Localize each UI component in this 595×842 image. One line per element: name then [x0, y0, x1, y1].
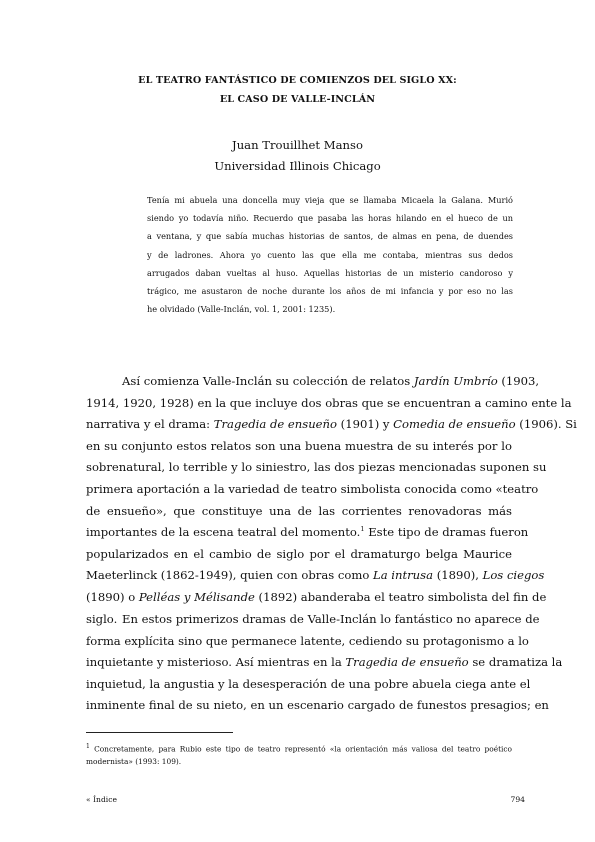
footnote-line: modernista» (1993: 109).	[86, 756, 182, 766]
body-paragraph-1	[86, 371, 577, 630]
body-paragraph-2	[86, 609, 563, 717]
text-line: de ensueño», que constituye una de las corrientes renovadoras más	[86, 503, 512, 518]
work-title: Tragedia de ensueño	[213, 417, 337, 432]
epigraph-line: Tenía mi abuela una doncella muy vieja que se llamaba Micaela la Galana. Murió	[147, 195, 513, 205]
footnote-separator	[86, 732, 233, 733]
text-line: narrativa y el drama: Tragedia de ensueño (1901) y Comedia de ensueño (1906). Si	[86, 417, 577, 432]
text-line: forma explícita sino que permanece latente, cediendo su protagonismo a lo	[86, 633, 529, 648]
footnote-reference[interactable]: 1	[360, 525, 365, 534]
work-title: Comedia de ensueño	[393, 417, 516, 432]
text-line: siglo.	[86, 611, 118, 626]
text-line: Así comienza Valle-Inclán su colección de relatos Jardín Umbrío (1903,	[122, 374, 540, 388]
text-line: En estos primerizos dramas de Valle-Inclán lo fantástico no aparece de	[122, 612, 540, 626]
text-line: sobrenatural, lo terrible y lo siniestro, las dos piezas mencionadas suponen su	[86, 460, 547, 475]
epigraph-line: y de ladrones. Ahora yo cuento las que ella me contaba, mientras sus dedos	[147, 249, 513, 260]
paper-title-line1: EL TEATRO FANTÁSTICO DE COMIENZOS DEL SIGLO XX:	[138, 75, 457, 86]
epigraph-line: siendo yo todavía niño. Recuerdo que pasaba las horas hilando en el hueco de un	[147, 213, 513, 224]
text-line: inquietud, la angustia y la desesperación de una pobre abuela ciega ante el	[86, 676, 531, 691]
text-line: (1890) o Pelléas y Mélisande (1892) abanderaba el teatro simbolista del fin de	[86, 589, 547, 604]
author-name: Juan Trouillhet Manso	[232, 138, 363, 152]
paper-title-line2: EL CASO DE VALLE-INCLÁN	[219, 94, 376, 105]
text-line: en su conjunto estos relatos son una buena muestra de su interés por lo	[86, 438, 512, 453]
work-title: La intrusa	[373, 568, 434, 583]
text-line: popularizados en el cambio de siglo por el dramaturgo belga Maurice	[86, 546, 512, 561]
footnote-number: 1	[86, 743, 90, 750]
text-line: inquietante y misterioso. Así mientras en la Tragedia de ensueño se dramatiza la	[86, 655, 563, 670]
epigraph-line: he olvidado (Valle-Inclán, vol. 1, 2001: 1235).	[147, 304, 336, 315]
footnote-line: $^1$ Concretamente, para Rubio este tipo de teatro representó «la orientación más valiosa del teatro poético	[86, 743, 512, 754]
page-number: 794	[510, 795, 525, 804]
index-link[interactable]: « Índice	[86, 795, 117, 804]
epigraph-quote	[147, 191, 513, 318]
work-title: Los ciegos	[482, 568, 545, 583]
work-title: Pelléas y Mélisande	[138, 589, 255, 604]
footnote	[86, 741, 512, 768]
author-affiliation: Universidad Illinois Chicago	[214, 159, 381, 173]
text-line: primera aportación a la variedad de teatro simbolista conocida como «teatro	[86, 481, 539, 496]
epigraph-line: a ventana, y que sabía muchas historias de santos, de almas en pena, de duendes	[147, 231, 513, 242]
epigraph-line: trágico, me asustaron de noche durante los años de mi infancia y por eso no las	[147, 286, 513, 297]
text-line: Maeterlinck (1862-1949), quien con obras como La intrusa (1890), Los ciegos	[86, 568, 545, 583]
epigraph-line: arrugados daban vueltas al huso. Aquellas historias de un misterio candoroso y	[147, 267, 513, 278]
text-line: inminente final de su nieto, en un escenario cargado de funestos presagios; en	[86, 698, 549, 713]
text-line: importantes de la escena teatral del momento.$^1$ Este tipo de dramas fueron	[86, 525, 529, 540]
work-title: Tragedia de ensueño	[345, 655, 469, 670]
work-title: Jardín Umbrío	[413, 374, 498, 388]
text-line: 1914, 1920, 1928) en la que incluye dos obras que se encuentran a camino ente la	[86, 395, 572, 410]
